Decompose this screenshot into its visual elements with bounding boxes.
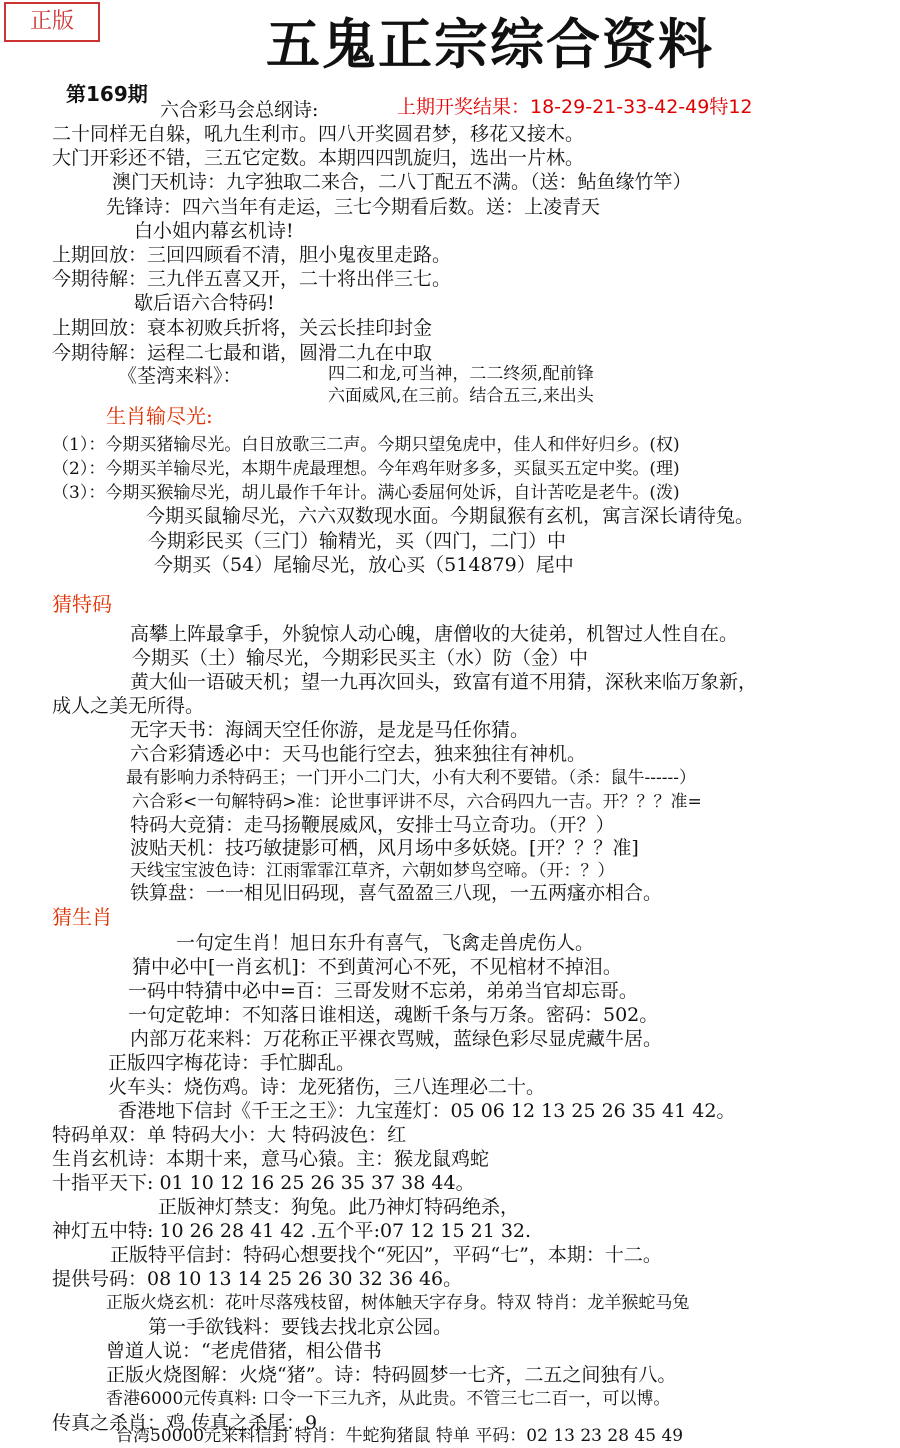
caishengxiao-line: 香港6000元传真料: 口令一下三九齐，从此贵。不管三七二百一，可以博。 <box>106 1389 671 1409</box>
shengxiao-line: 今期彩民买（三门）输精光，买（四门，二门）中 <box>148 530 567 552</box>
last-review: 上期回放：衰本初败兵折将，关云长挂印封金 <box>52 317 433 339</box>
quanwan-line: 四二和龙,可当神，二二终须,配前锋 <box>328 364 594 384</box>
caishengxiao-line: 特码单双：单 特码大小：大 特码波色：红 <box>52 1124 407 1146</box>
temo-header: 猜特码 <box>52 592 112 616</box>
temo-line: 成人之美无所得。 <box>52 695 205 717</box>
bai-poem-title: 白小姐内幕玄机诗! <box>134 220 294 242</box>
temo-line: 铁算盘：一一相见旧码现，喜气盈盈三八现，一五两瘙亦相合。 <box>130 882 663 904</box>
caishengxiao-line: 正版四字梅花诗：手忙脚乱。 <box>108 1052 356 1074</box>
shengxiao-line: （3）：今期买猴输尽光，胡儿最作千年计。满心委屈何处诉，自计苦吃是老牛。(泼) <box>52 483 680 503</box>
caishengxiao-line: 神灯五中特: 10 26 28 41 42 .五个平:07 12 15 21 32. <box>52 1220 532 1242</box>
caishengxiao-line: 内部万花来料：万花称正平裸衣骂贼，蓝绿色彩尽显虎藏牛居。 <box>130 1028 663 1050</box>
last-draw-result: 上期开奖结果：18-29-21-33-42-49特12 <box>397 96 753 118</box>
caishengxiao-line: 一句定生肖！旭日东升有喜气，飞禽走兽虎伤人。 <box>176 932 595 954</box>
caishengxiao-line: 台湾50000元来料信封 特肖：牛蛇狗猪鼠 特单 平码：02 13 23 28 45 49 <box>116 1426 684 1446</box>
poem-title: 六合彩马会总纲诗: <box>160 99 319 121</box>
caishengxiao-line: 火车头：烧伤鸡。诗：龙死猪伤，三八连理必二十。 <box>108 1076 546 1098</box>
this-period-hint: 今期待解：三九伴五喜又开，二十将出伴三七。 <box>52 268 452 290</box>
authentic-badge: 正版 <box>4 2 100 42</box>
temo-line: 最有影响力杀特码王；一门开小二门大，小有大利不要错。（杀：鼠牛------） <box>126 768 696 788</box>
vanguard-poem: 先锋诗：四六当年有走运，三七今期看后数。送：上凌青天 <box>106 196 601 218</box>
shengxiao-line: 今期买鼠输尽光，六六双数现水面。今期鼠猴有玄机，寓言深长请待兔。 <box>146 505 755 527</box>
shengxiao-header: 生肖输尽光: <box>106 404 213 428</box>
temo-line: 无字天书：海阔天空任你游，是龙是马任你猜。 <box>130 719 530 741</box>
temo-line: 高攀上阵最拿手，外貌惊人动心魄，唐僧收的大徒弟，机智过人性自在。 <box>130 623 739 645</box>
macau-poem: 澳门天机诗：九字独取二来合，二八丁配五不满。（送：鲇鱼缘竹竿） <box>112 171 692 193</box>
issue-number: 第169期 <box>66 82 148 106</box>
temo-line: 今期买（土）输尽光，今期彩民买主（水）防（金）中 <box>132 647 589 669</box>
caishengxiao-header: 猜生肖 <box>52 905 112 929</box>
caishengxiao-line: 猜中必中[一肖玄机]：不到黄河心不死，不见棺材不掉泪。 <box>132 956 622 978</box>
this-period-hint: 今期待解：运程二七最和谐，圆滑二九在中取 <box>52 342 433 364</box>
temo-line: 波贴天机：技巧敏捷影可栖，风月场中多妖娆。[开？？？准] <box>130 837 639 859</box>
quanwan-line: 六面威风,在三前。结合五三,来出头 <box>328 386 594 406</box>
caishengxiao-line: 正版火烧玄机：花叶尽落残枝留，树体触天字存身。特双 特肖：龙羊猴蛇马兔 <box>106 1293 690 1313</box>
poem-line: 二十同样无自躲，吼九生利市。四八开奖圆君梦，移花又接木。 <box>52 123 585 145</box>
caishengxiao-line: 提供号码：08 10 13 14 25 26 30 32 36 46。 <box>52 1268 463 1290</box>
last-review: 上期回放：三回四顾看不清，胆小鬼夜里走路。 <box>52 244 452 266</box>
temo-line: 特码大竞猜：走马扬鞭展威风，安排士马立奇功。（开？） <box>130 814 615 836</box>
caishengxiao-line: 一码中特猜中必中=百：三哥发财不忘弟，弟弟当官却忘哥。 <box>128 980 638 1002</box>
caishengxiao-line: 第一手欲钱料：要钱去找北京公园。 <box>148 1316 453 1338</box>
caishengxiao-line: 正版火烧图解：火烧“猪”。诗：特码圆梦一七齐，二五之间独有八。 <box>106 1364 677 1386</box>
temo-line: 天线宝宝波色诗：江雨霏霏江草齐，六朝如梦鸟空啼。（开：？） <box>130 861 615 881</box>
caishengxiao-line: 传真之杀肖：鸡 传真之杀尾：9 <box>52 1412 318 1434</box>
quanwan-label: 《荃湾来料》： <box>118 365 242 387</box>
caishengxiao-line: 香港地下信封《千王之王》：九宝莲灯：05 06 12 13 25 26 35 41 42。 <box>118 1100 736 1122</box>
caishengxiao-line: 正版特平信封：特码心想要找个“死囚”，平码“七”，本期：十二。 <box>110 1244 662 1266</box>
temo-line: 六合彩<一句解特码>准：论世事评讲不尽，六合码四九一吉。开？？？准= <box>132 792 702 812</box>
temo-line: 黄大仙一语破天机；望一九再次回头，致富有道不用猜，深秋来临万象新， <box>130 671 758 693</box>
shengxiao-line: （2）：今期买羊输尽光，本期牛虎最理想。今年鸡年财多多，买鼠买五定中奖。(理) <box>52 459 680 479</box>
page-title: 五鬼正宗综合资料 <box>266 12 714 76</box>
shengxiao-line: 今期买（54）尾输尽光，放心买（514879）尾中 <box>154 554 574 576</box>
caishengxiao-line: 一句定乾坤：不知落日谁相送，魂断千条与万条。密码：502。 <box>128 1004 659 1026</box>
xiehouyu-title: 歇后语六合特码! <box>134 292 275 314</box>
caishengxiao-line: 十指平天下: 01 10 12 16 25 26 35 37 38 44。 <box>52 1172 475 1194</box>
caishengxiao-line: 正版神灯禁支：狗兔。此乃神灯特码绝杀， <box>158 1196 520 1218</box>
shengxiao-line: （1）：今期买猪输尽光。白日放歌三二声。今期只望兔虎中，佳人和伴好归乡。(权) <box>52 435 680 455</box>
poem-line: 大门开彩还不错，三五它定数。本期四四凯旋归，选出一片林。 <box>52 147 585 169</box>
caishengxiao-line: 生肖玄机诗：本期十来，意马心猿。主：猴龙鼠鸡蛇 <box>52 1148 490 1170</box>
temo-line: 六合彩猜透必中：天马也能行空去，独来独往有神机。 <box>130 743 587 765</box>
caishengxiao-line: 曾道人说：“老虎借猪，相公借书 <box>106 1340 382 1362</box>
